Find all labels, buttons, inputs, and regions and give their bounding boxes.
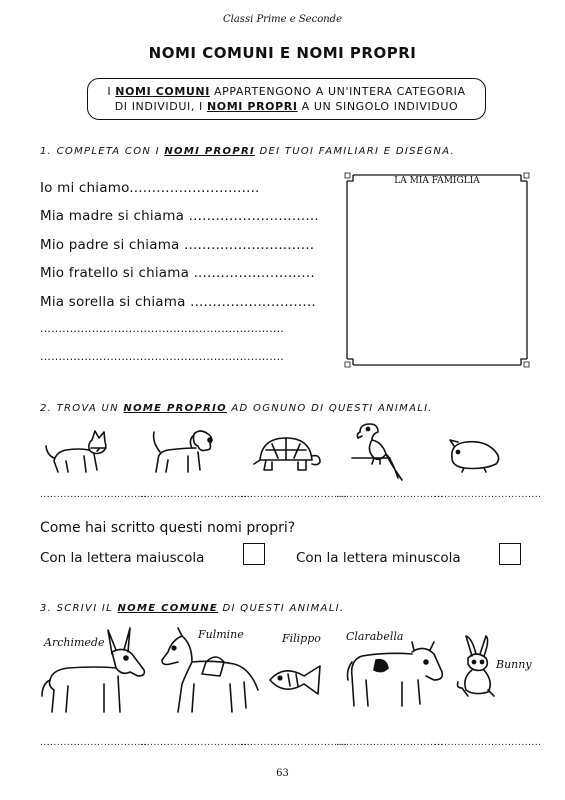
donkey-icon bbox=[38, 624, 150, 716]
blank-turtle[interactable]: ................................ bbox=[240, 490, 348, 500]
question-text: Come hai scritto questi nomi propri? bbox=[40, 520, 296, 536]
name-rabbit: Bunny bbox=[496, 658, 532, 671]
fill-line-mother[interactable]: Mia madre si chiama ............................. bbox=[40, 208, 319, 224]
blank-cat[interactable]: ................................ bbox=[40, 490, 148, 500]
section-1-heading bbox=[40, 146, 455, 157]
blank-donkey[interactable]: ................................ bbox=[40, 738, 148, 748]
page-header: Classi Prime e Seconde bbox=[223, 14, 342, 25]
section-3-heading bbox=[40, 603, 344, 614]
page-title: NOMI COMUNI E NOMI PROPRI bbox=[148, 44, 417, 62]
name-horse: Fulmine bbox=[198, 628, 244, 641]
name-cow: Clarabella bbox=[346, 630, 404, 643]
fill-line-brother[interactable]: Mio fratello si chiama ........................... bbox=[40, 265, 315, 281]
blank-horse[interactable]: ................................ bbox=[140, 738, 248, 748]
fill-line-name[interactable]: Io mi chiamo............................. bbox=[40, 180, 260, 196]
option-lower-label: Con la lettera minuscola bbox=[296, 550, 461, 566]
blank-parrot[interactable]: ................................ bbox=[336, 490, 444, 500]
rule-text: I bbox=[107, 85, 116, 98]
rule-text: DI INDIVIDUI, I bbox=[114, 100, 207, 113]
blank-dog[interactable]: ................................ bbox=[140, 490, 248, 500]
rule-box bbox=[87, 78, 486, 120]
parrot-icon bbox=[350, 420, 410, 484]
fill-line-father[interactable]: Mio padre si chiama ............................. bbox=[40, 237, 315, 253]
cat-icon bbox=[44, 428, 110, 476]
fill-line-sister[interactable]: Mia sorella si chiama ............................ bbox=[40, 294, 316, 310]
blank-cow[interactable]: ................................ bbox=[336, 738, 444, 748]
dog-icon bbox=[148, 426, 218, 476]
page-number: 63 bbox=[276, 768, 289, 779]
rule-highlight: NOMI PROPRI bbox=[206, 100, 298, 113]
section-text: 1. COMPLETA CON I bbox=[40, 146, 165, 157]
section-text: AD OGNUNO DI QUESTI ANIMALI. bbox=[226, 403, 433, 414]
drawing-frame[interactable] bbox=[344, 172, 530, 368]
horse-icon bbox=[158, 624, 262, 716]
fish-icon bbox=[266, 662, 326, 698]
section-2-heading bbox=[40, 403, 433, 414]
section-text: DEI TUOI FAMILIARI E DISEGNA. bbox=[254, 146, 456, 157]
option-upper-label: Con la lettera maiuscola bbox=[40, 550, 205, 566]
section-highlight: NOMI PROPRI bbox=[164, 146, 255, 157]
turtle-icon bbox=[250, 432, 322, 476]
section-highlight: NOME PROPRIO bbox=[123, 403, 227, 414]
section-text: 2. TROVA UN bbox=[40, 403, 124, 414]
rule-text: APPARTENGONO A UN'INTERA CATEGORIA bbox=[209, 85, 466, 98]
rule-highlight: NOMI COMUNI bbox=[115, 85, 210, 98]
section-highlight: NOME COMUNE bbox=[117, 603, 219, 614]
name-fish: Filippo bbox=[282, 632, 321, 645]
name-donkey: Archimede bbox=[44, 636, 105, 649]
cow-icon bbox=[346, 640, 446, 710]
rule-line-2 bbox=[88, 100, 485, 114]
fill-line-extra-1[interactable]: .................................................................. bbox=[40, 322, 284, 335]
checkbox-upper[interactable] bbox=[243, 543, 265, 565]
rule-text: A UN SINGOLO INDIVIDUO bbox=[297, 100, 459, 113]
frame-label: LA MIA FAMIGLIA bbox=[394, 176, 480, 186]
blank-fish[interactable]: ................................ bbox=[240, 738, 348, 748]
section-text: DI QUESTI ANIMALI. bbox=[218, 603, 345, 614]
checkbox-lower[interactable] bbox=[499, 543, 521, 565]
rabbit-icon bbox=[454, 634, 500, 698]
section-text: 3. SCRIVI IL bbox=[40, 603, 118, 614]
hamster-icon bbox=[444, 436, 504, 472]
rule-line-1 bbox=[88, 85, 485, 99]
blank-rabbit[interactable]: ................................ bbox=[434, 738, 542, 748]
fill-line-extra-2[interactable]: .................................................................. bbox=[40, 350, 284, 363]
blank-hamster[interactable]: ................................ bbox=[434, 490, 542, 500]
